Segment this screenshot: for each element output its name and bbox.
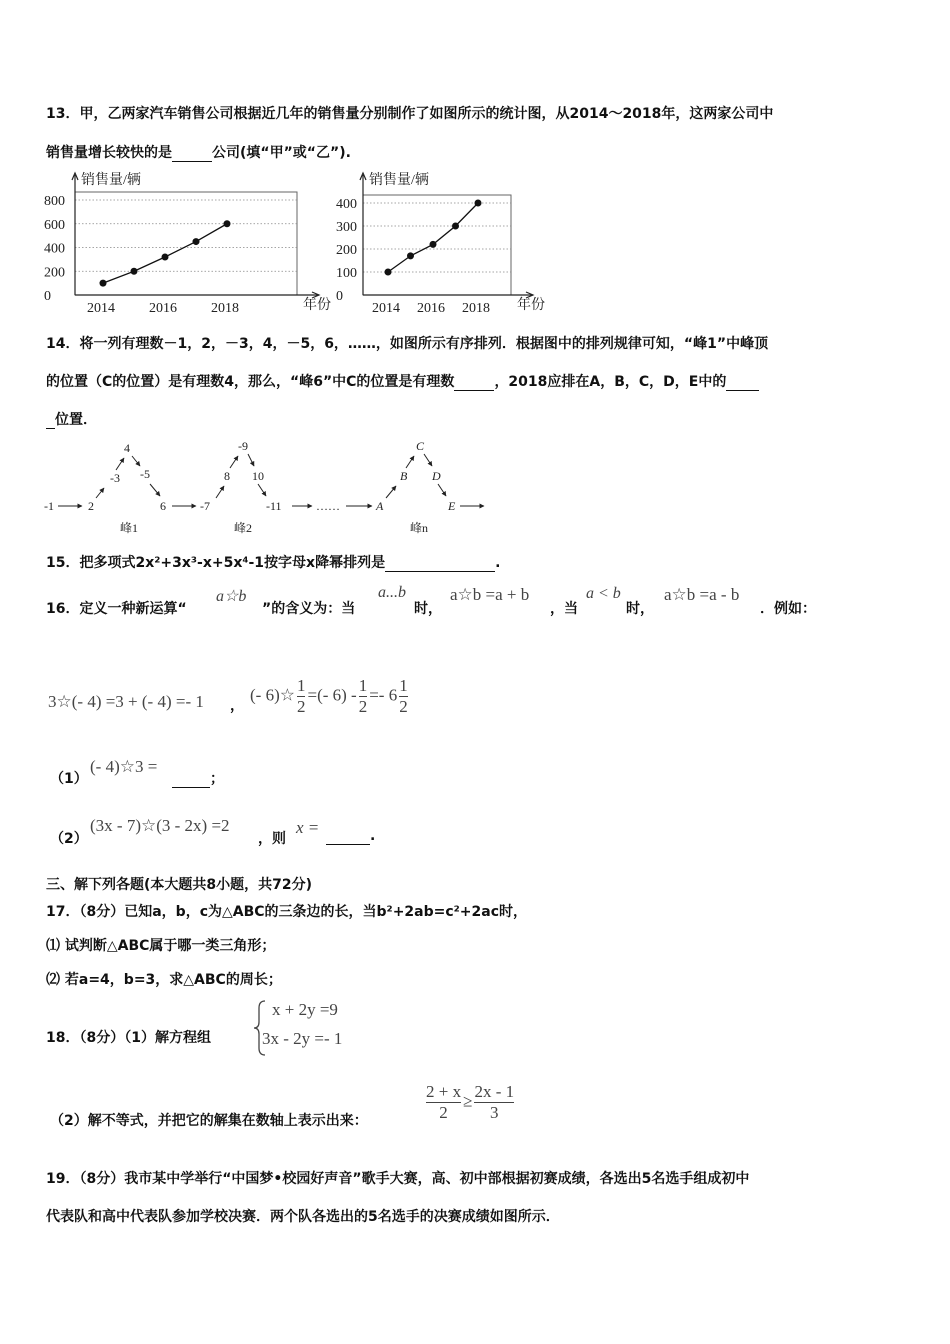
q18-ineq-sign: ≥ [463, 1091, 473, 1111]
q14-line2-a: 的位置（C的位置）是有理数4，那么，“峰6”中C的位置是有理数 [46, 374, 455, 390]
num-neg7: -7 [200, 499, 210, 513]
q13-line2-b: 公司(填“甲”或“乙”). [212, 145, 351, 161]
q19-line1: 19．（8分）我市某中学举行“中国梦•校园好声音”歌手大赛，高、初中部根据初赛成绩，各选出5名选手组成初中 [46, 1171, 750, 1187]
chart-jia [40, 170, 331, 320]
label-D: D [432, 469, 441, 483]
q16-sub2-mid: ，则 [258, 831, 286, 847]
arrow-16 [438, 484, 446, 496]
y-tick-label: 400 [44, 241, 65, 257]
chart-yi-plot [336, 171, 545, 316]
q17-line1: 17．（8分）已知a，b，c为△ABC的三条边的长，当b²+2ab=c²+2ac时， [46, 904, 528, 920]
q16-sub2-x: x = [296, 818, 320, 837]
q18-eq1: x + 2y =9 [272, 1000, 338, 1019]
x-axis-title: 年份 [517, 298, 545, 313]
q16-sub1-tail [172, 768, 224, 788]
q16-def1: a☆b =a + b [450, 585, 530, 604]
q15-end: . [495, 555, 501, 571]
q18-ineq-num1: 2 + x [426, 1082, 462, 1101]
data-point [193, 238, 200, 245]
chart-frame [363, 195, 511, 295]
x-axis-title: 年份 [303, 298, 331, 313]
data-point [131, 268, 138, 275]
q18-brace [252, 998, 268, 1058]
y-tick-label: 800 [44, 194, 65, 209]
q16-sub1-end: ； [210, 771, 224, 787]
q16-sub1-label: （1） [50, 771, 88, 787]
q13-line2 [46, 142, 351, 162]
q16-def2: a☆b =a - b [664, 585, 740, 604]
q13-answer-blank[interactable] [172, 145, 212, 162]
q16-ex2-frac1-den: 2 [296, 697, 306, 716]
q15-answer-blank[interactable] [385, 555, 495, 572]
q15-prefix: 15．把多项式 [46, 555, 136, 571]
y-tick-label: 100 [336, 266, 357, 281]
dots: …… [316, 499, 340, 513]
num-2: 2 [88, 499, 94, 513]
y-axis-title: 销售量/辆 [369, 173, 429, 188]
q14-line2 [46, 371, 759, 391]
q16-ex2-c: =- 6 [369, 685, 398, 705]
y-tick-label: 200 [336, 243, 357, 258]
arrow-13 [386, 486, 396, 498]
num-neg1: -1 [44, 499, 54, 513]
y-tick-label: 0 [44, 289, 51, 304]
chart-jia-plot [44, 171, 331, 316]
q16-ex2-a: (- 6)☆ [250, 685, 295, 705]
q16-example-comma: ， [230, 698, 244, 714]
num-10: 10 [252, 469, 264, 483]
q15-suffix: 按字母x降幂排列是 [264, 555, 386, 571]
num-6: 6 [160, 499, 166, 513]
arrow-14 [406, 456, 414, 468]
y-tick-label: 400 [336, 197, 357, 212]
q16-sub2-label: （2） [50, 831, 88, 847]
q18-inequality [424, 1082, 516, 1123]
y-axis-title: 销售量/辆 [81, 173, 141, 188]
y-tick-label: 300 [336, 220, 357, 235]
q15-line [46, 552, 500, 572]
arrow-7 [216, 486, 224, 498]
q18-ineq-num2: 2x - 1 [474, 1082, 515, 1101]
label-C: C [416, 439, 425, 453]
q14-line1: 14．将一列有理数－1，2，－3，4，－5，6，……，如图所示有序排列．根据图中的排列规律可知，“峰1”中峰顶 [46, 336, 769, 352]
num-neg5: -5 [140, 467, 150, 481]
num-4: 4 [124, 441, 130, 455]
x-tick-label: 2014 [87, 301, 115, 316]
data-point [452, 223, 459, 230]
peak-diagram [40, 432, 510, 537]
arrow-10 [258, 484, 266, 496]
data-point [475, 200, 482, 207]
q17-part1: ⑴ 试判断△ABC属于哪一类三角形； [46, 938, 276, 954]
num-neg3: -3 [110, 471, 120, 485]
q16-op: a☆b [216, 588, 247, 605]
q16-p2: ”的含义为：当 [262, 601, 356, 617]
x-tick-label: 2016 [417, 301, 445, 316]
q16-p4: ，当 [550, 601, 578, 617]
q16-p5: 时， [626, 601, 654, 617]
chart-frame [75, 192, 297, 295]
q16-sub2-tail [326, 828, 375, 845]
peak2-label: 峰2 [234, 521, 253, 535]
section3-heading: 三、解下列各题(本大题共8小题，共72分) [46, 877, 313, 893]
x-tick-label: 2018 [462, 301, 490, 316]
arrow-2 [96, 488, 104, 498]
q17-part2: ⑵ 若a=4，b=3，求△ABC的周长； [46, 972, 282, 988]
q18-label: 18．（8分）（1）解方程组 [46, 1030, 211, 1046]
q14-line3-text: 位置． [55, 412, 97, 428]
num-8: 8 [224, 469, 230, 483]
data-point [407, 252, 414, 259]
peakn-label: 峰n [410, 521, 429, 535]
y-tick-label: 0 [336, 289, 343, 304]
q16-cond1: a...b [378, 584, 406, 601]
series-line [388, 203, 478, 272]
q16-sub1-expr: (- 4)☆3 = [90, 757, 158, 776]
q16-sub2-expr: (3x - 7)☆(3 - 2x) =2 [90, 816, 230, 835]
q13-line1: 13．甲，乙两家汽车销售公司根据近几年的销售量分别制作了如图所示的统计图，从2014～2018年，这两家公司中 [46, 106, 774, 122]
data-point [430, 241, 437, 248]
q18-eq2: 3x - 2y =- 1 [262, 1029, 343, 1048]
arrow-5 [150, 484, 160, 496]
q16-sub2-blank[interactable] [326, 828, 370, 845]
arrow-9 [248, 454, 254, 466]
q16-ex2-frac3-num: 1 [399, 676, 408, 695]
q18-part2: （2）解不等式，并把它的解集在数轴上表示出来： [50, 1113, 368, 1129]
q16-ex2-frac2-den: 2 [358, 697, 368, 716]
data-point [162, 254, 169, 261]
peak1-label: 峰1 [120, 521, 139, 535]
q14-blank-1[interactable] [454, 374, 494, 391]
num-neg11: -11 [266, 499, 282, 513]
y-tick-label: 600 [44, 217, 65, 233]
data-point [224, 220, 231, 227]
series-line [103, 224, 227, 283]
q14-line3 [46, 409, 97, 429]
q14-blank-2b[interactable] [46, 412, 55, 429]
x-tick-label: 2014 [372, 301, 400, 316]
q16-p1: 16．定义一种新运算“ [46, 601, 187, 617]
q16-p6: ．例如： [760, 601, 816, 617]
q16-ex2-frac3-den: 2 [399, 697, 408, 716]
y-tick-label: 200 [44, 265, 65, 281]
arrow-3 [116, 458, 124, 470]
label-E: E [448, 499, 456, 513]
q18-ineq-den1: 2 [439, 1103, 448, 1122]
num-neg9: -9 [238, 439, 248, 453]
q16-ex2-b: =(- 6) - [307, 685, 357, 705]
q16-p3: 时， [414, 601, 442, 617]
q16-ex2-frac1-num: 1 [296, 676, 306, 695]
q16-sub2-end: . [370, 828, 376, 844]
q16-example-1: 3☆(- 4) =3 + (- 4) =- 1 [48, 692, 204, 711]
arrow-4 [132, 456, 140, 466]
q14-blank-2a[interactable] [726, 374, 759, 391]
data-point [385, 269, 392, 276]
q16-sub1-blank[interactable] [172, 771, 210, 788]
q19-line2: 代表队和高中代表队参加学校决赛．两个队各选出的5名选手的决赛成绩如图所示． [46, 1209, 560, 1225]
label-A: A [376, 499, 384, 513]
x-tick-label: 2018 [211, 301, 239, 316]
q16-example-2 [250, 676, 410, 717]
arrow-8 [230, 456, 238, 468]
q13-line2-a: 销售量增长较快的是 [46, 145, 172, 161]
chart-yi [330, 170, 560, 320]
q16-cond2: a < b [586, 585, 621, 602]
label-B: B [400, 469, 408, 483]
q16-ex2-frac2-num: 1 [358, 676, 368, 695]
q14-line2-b: ，2018应排在A，B，C，D，E中的 [494, 374, 727, 390]
q18-ineq-den2: 3 [490, 1103, 499, 1122]
data-point [100, 280, 107, 287]
x-tick-label: 2016 [149, 301, 177, 316]
q15-polynomial: 2x²+3x³-x+5x⁴-1 [135, 555, 265, 571]
arrow-15 [424, 454, 432, 466]
